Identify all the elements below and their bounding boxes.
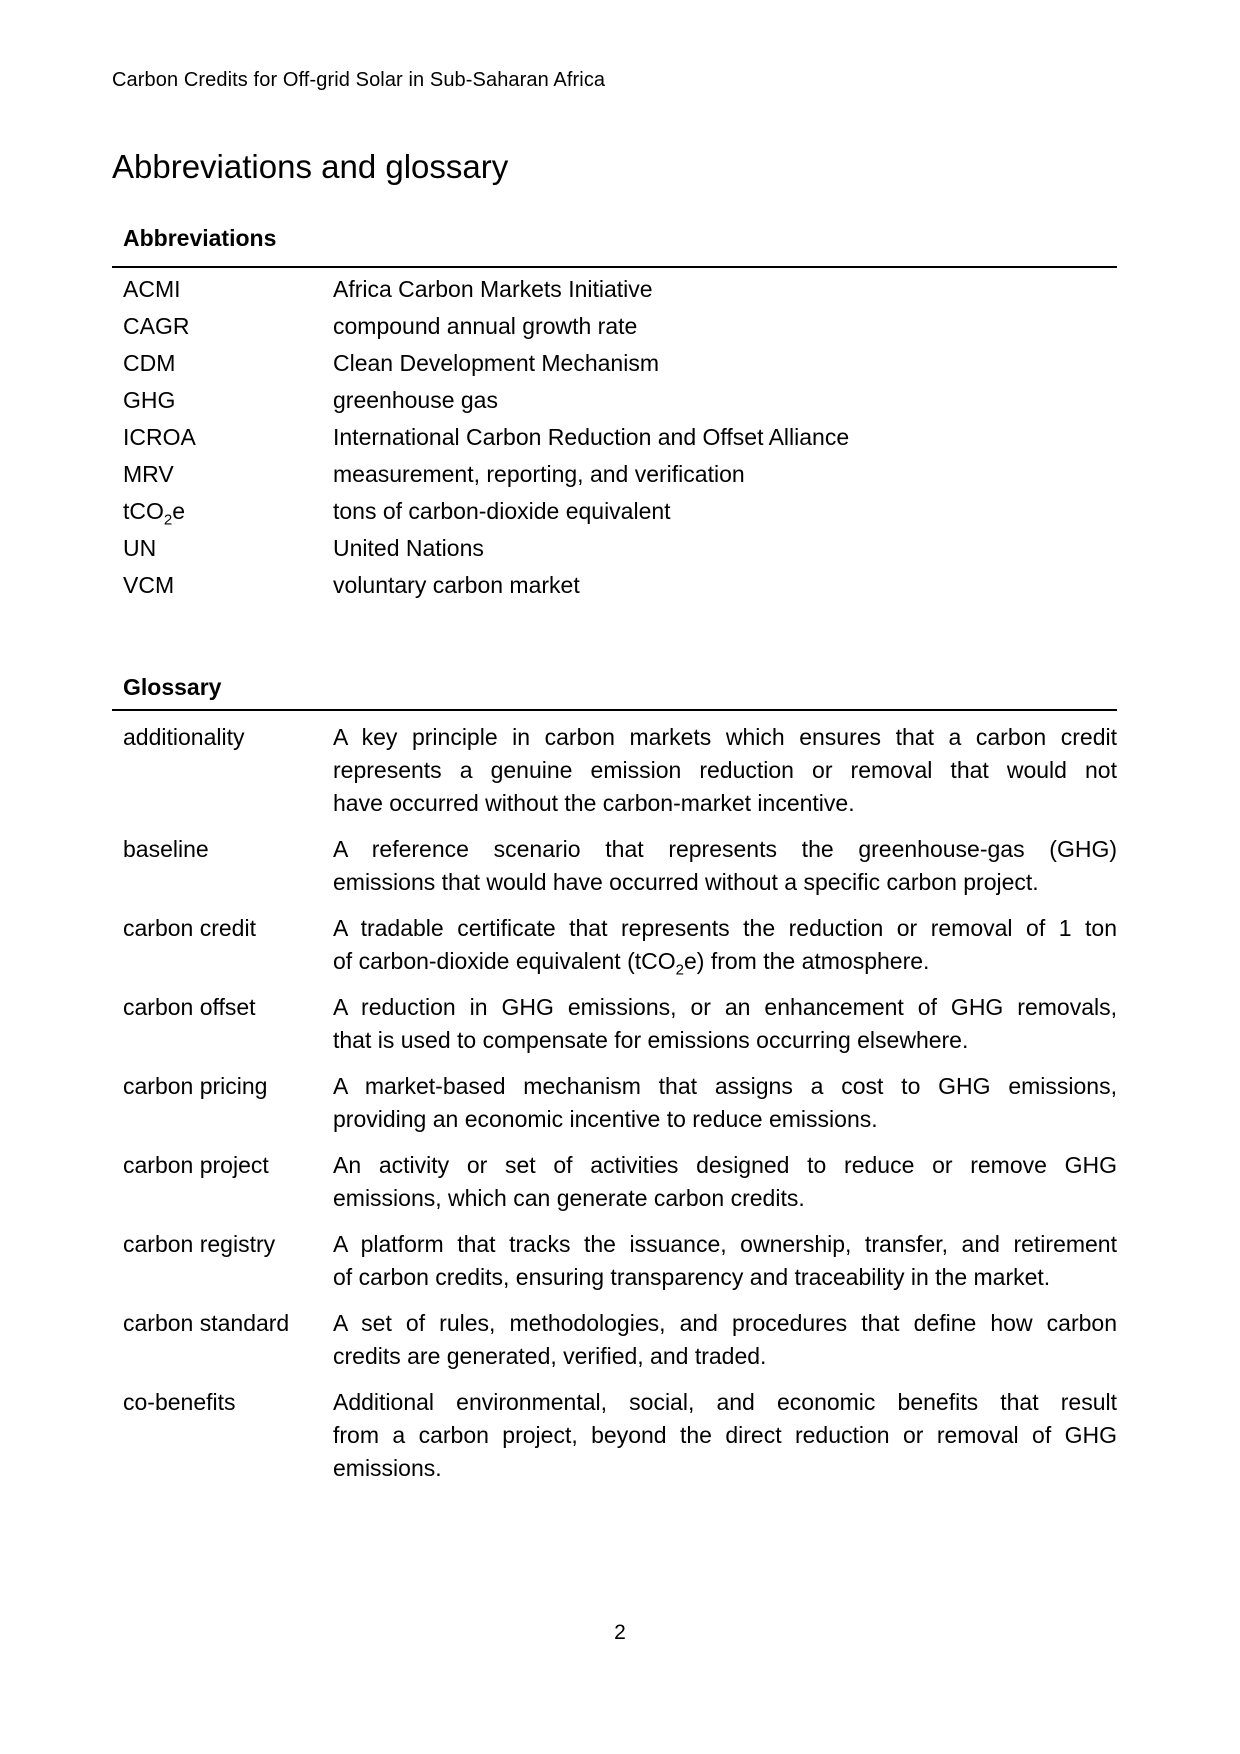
- term-cell: [112, 345, 333, 382]
- definition-line: [333, 273, 1117, 306]
- term-cell: [112, 1379, 333, 1425]
- term-text: UN: [123, 535, 157, 561]
- definition-text: A set of rules, methodologies, and procedures that define how carbon: [333, 1310, 1117, 1336]
- term-cell: [112, 1221, 333, 1267]
- table-row: [112, 493, 1117, 530]
- definition-line: [333, 310, 1117, 343]
- definition-text: compound annual growth rate: [333, 313, 638, 339]
- definition-line: [333, 1070, 1117, 1103]
- table-row: [112, 1379, 1117, 1491]
- term-cell: [112, 905, 333, 951]
- term-text: e: [172, 498, 186, 524]
- definition-line: [333, 1261, 1117, 1294]
- definition-text: e) from the atmosphere.: [683, 948, 930, 974]
- definition-line: [333, 495, 1117, 528]
- definition-text: providing an economic incentive to reduce emissions.: [333, 1106, 878, 1132]
- term-cell: [112, 567, 333, 604]
- definition-line: [333, 1386, 1117, 1419]
- definition-cell: [333, 905, 1117, 984]
- definition-text: emissions.: [333, 1455, 442, 1481]
- table-row: [112, 456, 1117, 493]
- definition-text: Africa Carbon Markets Initiative: [333, 276, 653, 302]
- term-text: ICROA: [123, 424, 196, 450]
- definition-cell: [333, 271, 1117, 308]
- term-cell: [112, 456, 333, 493]
- term-cell: [112, 1063, 333, 1109]
- definition-cell: [333, 308, 1117, 345]
- definition-cell: [333, 567, 1117, 604]
- term-cell: [112, 308, 333, 345]
- definition-cell: [333, 1300, 1117, 1379]
- definition-text: A tradable certificate that represents the reduction or removal of 1 ton: [333, 915, 1117, 941]
- table-row: [112, 567, 1117, 604]
- definition-cell: [333, 1221, 1117, 1300]
- term-text: additionality: [123, 724, 245, 750]
- definition-text: A platform that tracks the issuance, ownership, transfer, and retirement: [333, 1231, 1117, 1257]
- definition-line: [333, 1182, 1117, 1215]
- definition-line: [333, 912, 1117, 945]
- definition-line: [333, 1419, 1117, 1452]
- term-text: CDM: [123, 350, 176, 376]
- glossary-section: [112, 673, 1117, 1494]
- term-text: carbon registry: [123, 1231, 276, 1257]
- definition-line: [333, 384, 1117, 417]
- term-cell: [112, 714, 333, 760]
- term-text: GHG: [123, 387, 176, 413]
- definition-text: United Nations: [333, 535, 484, 561]
- definition-cell: [333, 1142, 1117, 1221]
- term-cell: [112, 1142, 333, 1188]
- term-text: MRV: [123, 461, 174, 487]
- definition-text: represents a genuine emission reduction or removal that would not: [333, 757, 1117, 783]
- definition-text: credits are generated, verified, and traded.: [333, 1343, 767, 1369]
- definition-text: A market-based mechanism that assigns a cost to GHG emissions,: [333, 1073, 1117, 1099]
- term-text: tCO: [123, 498, 164, 524]
- table-row: [112, 345, 1117, 382]
- definition-line: [333, 866, 1117, 899]
- definition-cell: [333, 419, 1117, 456]
- table-row: [112, 308, 1117, 345]
- term-cell: [112, 419, 333, 456]
- term-cell: [112, 984, 333, 1030]
- definition-text: that is used to compensate for emissions occurring elsewhere.: [333, 1027, 969, 1053]
- term-text: ACMI: [123, 276, 181, 302]
- definition-line: [333, 833, 1117, 866]
- definition-text: measurement, reporting, and verification: [333, 461, 745, 487]
- table-row: [112, 1142, 1117, 1221]
- term-cell: [112, 826, 333, 872]
- definition-text: A reduction in GHG emissions, or an enhancement of GHG removals,: [333, 994, 1117, 1020]
- glossary-table: [112, 709, 1117, 1494]
- running-header: Carbon Credits for Off-grid Solar in Sub-Saharan Africa: [112, 69, 606, 91]
- definition-text: voluntary carbon market: [333, 572, 580, 598]
- definition-cell: [333, 530, 1117, 567]
- definition-line: [333, 754, 1117, 787]
- definition-text: greenhouse gas: [333, 387, 498, 413]
- abbreviations-heading: Abbreviations: [123, 225, 277, 251]
- term-text: baseline: [123, 836, 209, 862]
- page-title: Abbreviations and glossary: [112, 148, 509, 185]
- term-cell: [112, 493, 333, 530]
- definition-line: [333, 1452, 1117, 1485]
- definition-line: [333, 532, 1117, 565]
- definition-cell: [333, 1379, 1117, 1491]
- definition-cell: [333, 714, 1117, 826]
- definition-text: Clean Development Mechanism: [333, 350, 659, 376]
- abbreviations-table: [112, 266, 1117, 607]
- table-row: [112, 1221, 1117, 1300]
- definition-line: [333, 1307, 1117, 1340]
- table-row: [112, 905, 1117, 984]
- definition-text: emissions, which can generate carbon credits.: [333, 1185, 805, 1211]
- definition-cell: [333, 382, 1117, 419]
- term-text: carbon project: [123, 1152, 269, 1178]
- term-cell: [112, 530, 333, 567]
- definition-line: [333, 569, 1117, 602]
- table-row: [112, 382, 1117, 419]
- definition-line: [333, 1024, 1117, 1057]
- definition-text: of carbon-dioxide equivalent (tCO: [333, 948, 676, 974]
- definition-line: [333, 1149, 1117, 1182]
- page-number: 2: [614, 1621, 626, 1644]
- definition-line: [333, 458, 1117, 491]
- definition-line: [333, 721, 1117, 754]
- definition-text: International Carbon Reduction and Offset Alliance: [333, 424, 850, 450]
- glossary-heading: Glossary: [123, 674, 222, 700]
- definition-text: tons of carbon-dioxide equivalent: [333, 498, 671, 524]
- definition-text: An activity or set of activities designed to reduce or remove GHG: [333, 1152, 1117, 1178]
- term-cell: [112, 271, 333, 308]
- definition-cell: [333, 1063, 1117, 1142]
- definition-line: [333, 347, 1117, 380]
- term-text: CAGR: [123, 313, 190, 339]
- definition-line: [333, 945, 1117, 978]
- subscript-text: 2: [675, 961, 684, 979]
- definition-text: of carbon credits, ensuring transparency and traceability in the market.: [333, 1264, 1051, 1290]
- term-cell: [112, 1300, 333, 1346]
- table-row: [112, 714, 1117, 826]
- definition-line: [333, 421, 1117, 454]
- definition-text: from a carbon project, beyond the direct reduction or removal of GHG: [333, 1422, 1117, 1448]
- table-row: [112, 1063, 1117, 1142]
- table-row: [112, 826, 1117, 905]
- definition-line: [333, 787, 1117, 820]
- definition-text: emissions that would have occurred without a specific carbon project.: [333, 869, 1039, 895]
- term-text: carbon offset: [123, 994, 256, 1020]
- term-text: co-benefits: [123, 1389, 236, 1415]
- definition-cell: [333, 984, 1117, 1063]
- term-text: carbon pricing: [123, 1073, 268, 1099]
- term-text: carbon credit: [123, 915, 256, 941]
- subscript-text: 2: [163, 511, 173, 529]
- table-row: [112, 530, 1117, 567]
- table-row: [112, 419, 1117, 456]
- definition-text: A reference scenario that represents the greenhouse-gas (GHG): [333, 836, 1117, 862]
- term-text: VCM: [123, 572, 175, 598]
- definition-cell: [333, 456, 1117, 493]
- definition-line: [333, 991, 1117, 1024]
- abbreviations-section: [112, 224, 1117, 607]
- definition-line: [333, 1340, 1117, 1373]
- table-row: [112, 984, 1117, 1063]
- definition-line: [333, 1103, 1117, 1136]
- definition-text: have occurred without the carbon-market incentive.: [333, 790, 855, 816]
- table-row: [112, 1300, 1117, 1379]
- term-text: carbon standard: [123, 1310, 290, 1336]
- definition-text: Additional environmental, social, and economic benefits that result: [333, 1389, 1117, 1415]
- definition-text: A key principle in carbon markets which ensures that a carbon credit: [333, 724, 1117, 750]
- definition-cell: [333, 345, 1117, 382]
- definition-cell: [333, 493, 1117, 530]
- term-cell: [112, 382, 333, 419]
- definition-cell: [333, 826, 1117, 905]
- table-row: [112, 271, 1117, 308]
- definition-line: [333, 1228, 1117, 1261]
